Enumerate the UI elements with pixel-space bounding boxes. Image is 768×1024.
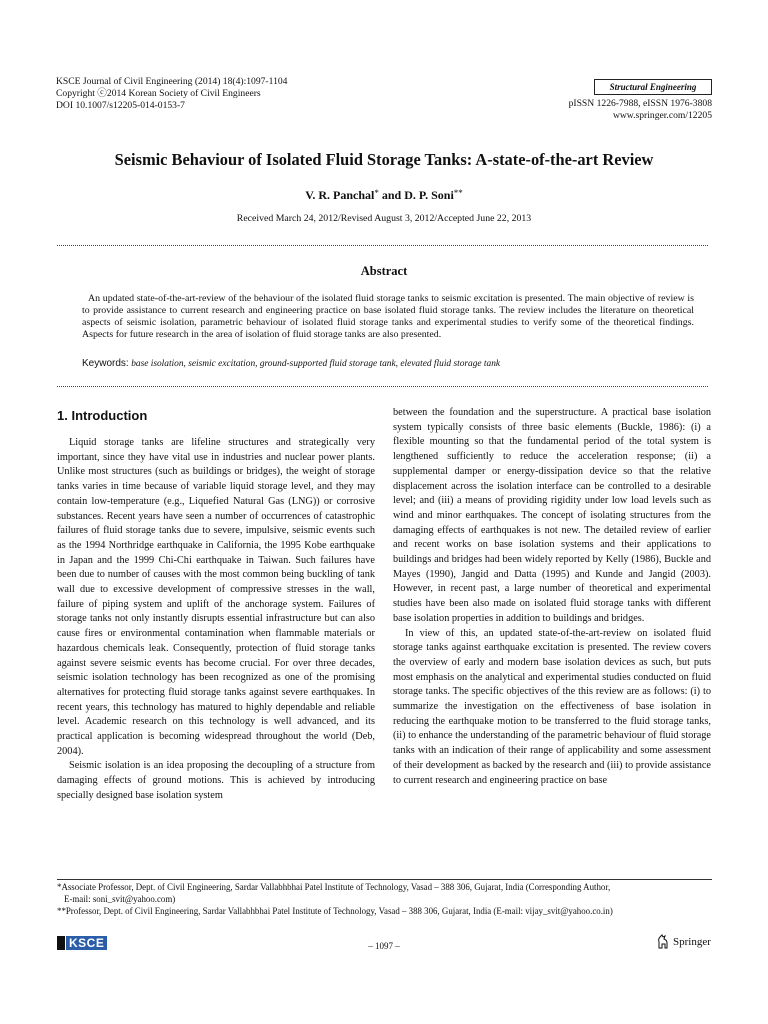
author-2-mark: ** — [453, 188, 463, 198]
footnotes — [57, 881, 717, 918]
divider-bottom — [57, 386, 708, 387]
footnote-1-email: E-mail: soni_svit@yahoo.com) — [64, 894, 176, 905]
paragraph: Liquid storage tanks are lifeline structures and strategically very important, since they have vital use in industries and nuclear power plants. Unlike most structures (such as buildings or bridges), the weight of storage tanks varies in time because of variable liquid storage level, and they may contain low-temperature (e.g., Liquefied Natural Gas (LNG)) or corrosive substances. Recent years have seen a number of occurrences of catastrophic failures of fluid storage tanks due to severe, impulsive, seismic events such as the 1994 Northridge earthquake in California, the 1995 Kobe earthquake in Japan and the 1999 Chi-Chi earthquake in Taiwan. Such failures have been due to number of causes with the most common being buckling of tank wall due to excessive development of compressive stresses in the wall, failure of piping system and uplift of the anchorage system. Failures of storage tanks not only instantly disrupts essential infrastructure but can also cause fires or environmental contamination when flammable materials or hazardous chemicals leak. Consequently, protection of fluid storage tanks against severe seismic events has become crucial. For over three decades, seismic isolation technology has been recognized as one of the promising alternatives for protecting fluid storage tanks against severe earthquakes. In recent years, this technology has matured to highly dependable and reliable level. Academic research on this technology is well advanced, and its practical application is becoming widespread throughout the world (Deb, 2004). — [57, 437, 375, 757]
paragraph: Seismic isolation is an idea proposing the decoupling of a structure from damaging effects of ground motions. This is achieved by introducing specially designed base isolation system — [57, 760, 375, 801]
paragraph: between the foundation and the superstructure. A practical base isolation system typically consists of three basic elements (Buckle, 1986): (i) a flexible mounting so that the fundamental period of the total system is lengthened sufficiently to reduce the acceleration response; (ii) a supplemental damper or energy-dissipation device so that the relative displacement across the isolation interface can be controlled to a desirable level; and (iii) a means of providing rigidity under low load levels such as wind and minor earthquakes. The concept of isolating structures from the damaging effects of earthquakes is not new. The detailed review of earlier and recent works on base isolation systems and their applications to buildings and bridges had been widely reported by Kelly (1986), Buckle and Mayes (1990), Jangid and Datta (1995) and Kunde and Jangid (2003). However, in recent past, a large number of theoretical and experimental studies have been also made on isolated fluid storage tanks with different base isolation properties in addition to buildings and bridges. — [393, 407, 711, 624]
received-dates: Received March 24, 2012/Revised August 3, 2012/Accepted June 22, 2013 — [236, 213, 532, 224]
keywords-label: Keywords: — [82, 358, 129, 369]
keywords — [82, 358, 694, 370]
footnote-rule — [57, 879, 712, 880]
springer-logo — [656, 934, 711, 949]
footnote-1: *Associate Professor, Dept. of Civil Engineering, Sardar Vallabhbhai Patel Institute of Technology, Vasad – 388 306, Gujarat, India (Corresponding Author, — [57, 882, 611, 892]
author-1: V. R. Panchal — [305, 188, 375, 202]
journal-url[interactable]: www.springer.com/12205 — [612, 110, 712, 122]
paragraph: In view of this, an updated state-of-the-art-review on isolated fluid storage tanks against earthquake excitation is presented. The review covers the overview of early and modern base isolation devices as such, but puts most emphasis on the analytical and experimental studies conducted on fluid storage tanks. The specific objectives of the this review are as follows: (i) to summarize the investigation on the effectiveness of base isolation in reducing the earthquake motion to be transferred to the fluid storage tanks, (ii) to enhance the understanding of the parametric behaviour of fluid storage tanks with an indication of their range of applicability and some assessment of their development as backed by the research and (iii) to provide assistance to current research and engineering practice on base — [393, 627, 711, 786]
section-heading: 1. Introduction — [57, 408, 148, 423]
journal-header — [56, 76, 287, 113]
column-left — [57, 436, 375, 804]
ksce-logo — [57, 936, 107, 950]
ksce-logo-mark — [57, 936, 65, 950]
author-1-mark: * — [374, 188, 379, 198]
column-right — [393, 406, 711, 788]
paper-title: Seismic Behaviour of Isolated Fluid Storage Tanks: A-state-of-the-art Review — [114, 150, 654, 169]
page-number: – 1097 – — [368, 941, 400, 951]
ksce-logo-text: KSCE — [66, 936, 107, 950]
section-label: Structural Engineering — [594, 79, 712, 95]
divider-top — [57, 245, 708, 246]
springer-label: Springer — [673, 935, 711, 948]
author-join: and — [378, 188, 405, 202]
author-2: D. P. Soni — [404, 188, 454, 202]
authors — [40, 188, 728, 203]
doi-line: DOI 10.1007/s12205-014-0153-7 — [56, 100, 185, 112]
springer-horse-icon — [656, 934, 670, 949]
abstract-text: An updated state-of-the-art-review of the behaviour of the isolated fluid storage tanks to seismic excitation is presented. The main objective of review is to provide assistance to current research and engineering practice on base isolated fluid storage tanks. The review includes the literature on theoretical aspects of seismic isolation, parametric behaviour of isolated fluid storage tanks and experimental studies to verify some of the theoretical findings. Aspects for future research in the area of isolation of fluid storage tanks are also presented. — [82, 293, 694, 340]
issn-line: pISSN 1226-7988, eISSN 1976-3808 — [568, 98, 712, 109]
abstract-heading: Abstract — [360, 264, 408, 278]
copyright-line: Copyright ⓒ2014 Korean Society of Civil Engineers — [56, 88, 261, 100]
issn-block — [569, 98, 712, 122]
journal-citation: KSCE Journal of Civil Engineering (2014) 18(4):1097-1104 — [56, 76, 288, 87]
footnote-2: **Professor, Dept. of Civil Engineering, Sardar Vallabhbhai Patel Institute of Technology, Vasad – 388 306, Gujarat, India (E-mail: vijay_svit@yahoo.co.in) — [57, 906, 613, 917]
keywords-text: base isolation, seismic excitation, ground-supported fluid storage tank, elevated fluid storage tank — [131, 359, 501, 369]
